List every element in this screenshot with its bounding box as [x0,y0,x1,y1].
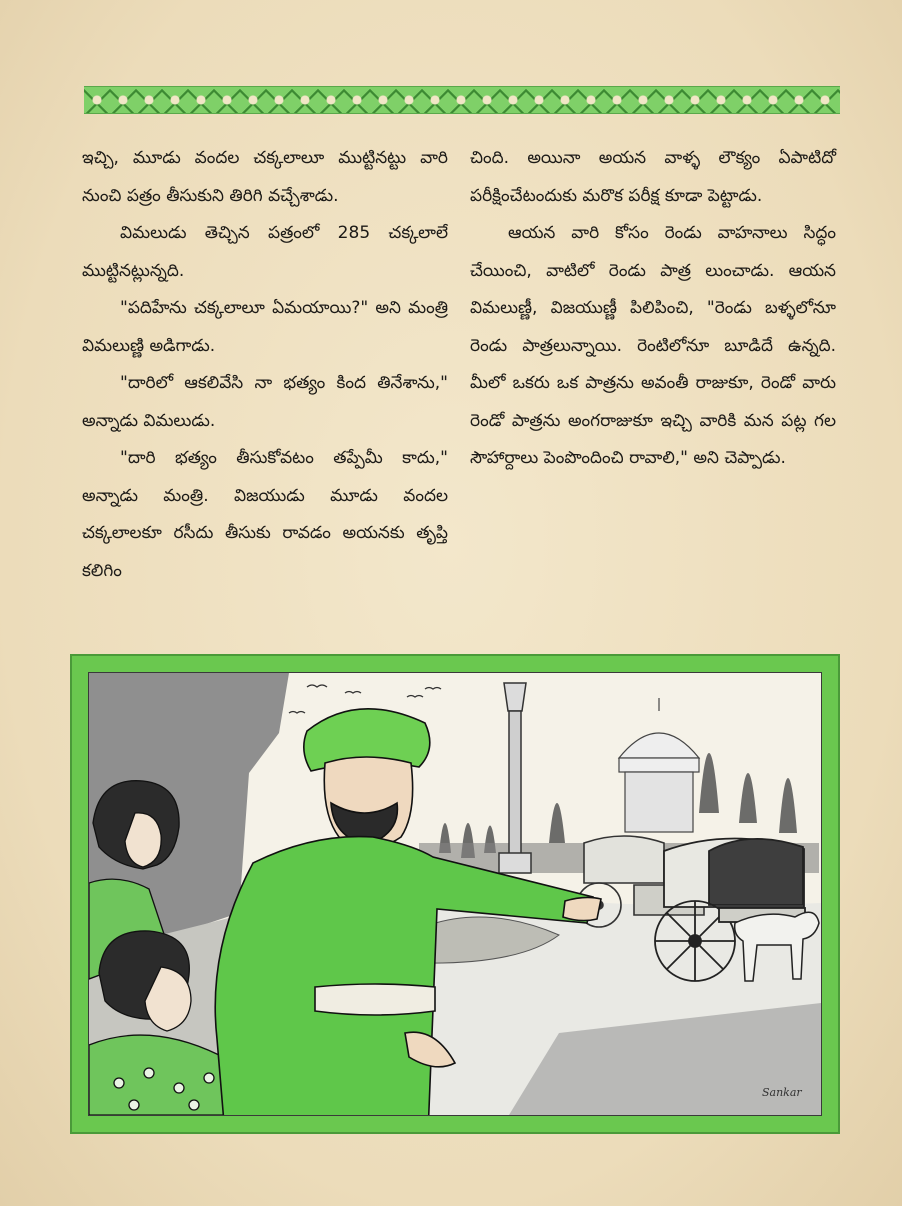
illustrator-signature: Sankar [762,1086,802,1099]
paragraph: "దారి భత్యం తీసుకోవటం తప్పేమీ కాదు," అన్నాడు మంత్రి. విజయుడు మూడు వందల చక్కలాలకూ రసీదు తీసుకు రావడం అయనకు తృప్తి కలిగిం [82,448,448,581]
left-text-column [82,140,448,590]
paragraph: "దారిలో ఆకలివేసి నా భత్యం కింద తినేశాను," అన్నాడు విమలుడు. [82,373,448,431]
paragraph: ఇచ్చి, మూడు వందల చక్కలాలూ ముట్టినట్టు వారి నుంచి పత్రం తీసుకుని తిరిగి వచ్చేశాడు. [82,148,448,206]
paragraph: చింది. అయినా అయన వాళ్ళ లౌక్యం ఏపాటిదో పరీక్షించేటందుకు మరొక పరీక్ష కూడా పెట్టాడు. [470,148,836,206]
paragraph: "పదిహేను చక్కలాలూ ఏమయాయి?" అని మంత్రి విమలుణ్ణి అడిగాడు. [82,298,448,356]
decorative-border [84,86,840,114]
right-text-column [470,140,836,478]
paragraph: ఆయన వారి కోసం రెండు వాహనాలు సిద్ధం చేయించి, వాటిలో రెండు పాత్ర లుంచాడు. ఆయన విమలుణ్ణీ, విజయుణ్ణీ పిలిపించి, "రెండు బళ్ళలోనూ రెండు పాత్రలున్నాయి. రెంటిలోనూ బూడిదే ఉన్నది. మీలో ఒకరు ఒక పాత్రను అవంతీ రాజుకూ, రెండో వారు రెండో పాత్రను అంగరాజుకూ ఇచ్చి వారికి మన పట్ల గల సౌహార్దాలు పెంపొందించి రావాలి," అని చెప్పాడు. [470,223,836,468]
paragraph: విమలుడు తెచ్చిన పత్రంలో 285 చక్కలాలే ముట్టినట్లున్నది. [82,223,448,281]
illustration [88,672,822,1116]
